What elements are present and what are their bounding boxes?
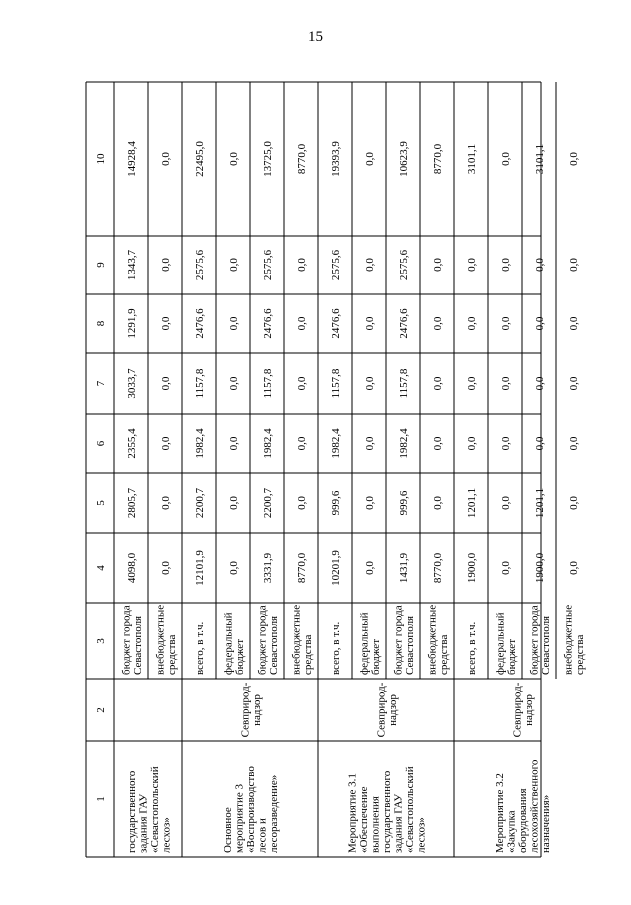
- table-cell-value: 2476,6: [330, 308, 342, 339]
- table-cell-value: 0,0: [500, 152, 512, 166]
- table-cell-value: 0,0: [228, 496, 240, 510]
- table-cell-value: 0,0: [364, 561, 376, 575]
- table-cell-value: 8770,0: [432, 552, 444, 584]
- table-cell-value: 1157,8: [194, 368, 206, 399]
- funding-source-line: бюджет: [369, 639, 382, 675]
- table-cell-value: 0,0: [500, 376, 512, 391]
- table-cell-value: 0,0: [296, 496, 308, 510]
- column-header-1-line: 1: [95, 796, 107, 802]
- column-header-7-line: 7: [95, 380, 107, 387]
- funding-source-line: всего, в т.ч.: [194, 621, 206, 675]
- table-cell-value: 0,0: [500, 496, 512, 510]
- table-cell-value: 3101,1: [534, 143, 546, 175]
- table-cell-value: 0,0: [432, 496, 444, 510]
- table-cell-value: 0,0: [296, 316, 308, 331]
- measure-name-line: «Обеспечение: [358, 786, 370, 853]
- table-cell-value: 2476,6: [194, 308, 206, 339]
- table-cell-value: 0,0: [296, 436, 308, 451]
- table-cell-value: 1201,1: [534, 487, 546, 519]
- funding-source-line: Севастополя: [131, 615, 144, 675]
- table-cell-value: 0,0: [466, 316, 478, 331]
- funding-source-line: федеральный: [222, 612, 235, 675]
- table-cell-value: 0,0: [568, 376, 580, 391]
- table-cell-value: 999,6: [330, 490, 342, 516]
- table-cell-value: 8770,0: [296, 552, 308, 584]
- table-cell-value: 1982,4: [262, 428, 274, 459]
- table-cell-value: 0,0: [500, 258, 512, 272]
- funding-source-line: бюджет города: [392, 605, 405, 675]
- measure-name-line: Основное: [222, 807, 234, 853]
- measure-name-line: лесоразведение»: [268, 774, 280, 853]
- table-cell-value: 1157,8: [398, 368, 410, 399]
- measure-name-line: государственного: [125, 770, 138, 853]
- column-header-1: [95, 796, 107, 802]
- funding-source-line: бюджет: [505, 639, 518, 675]
- executor-line: надзор: [522, 694, 535, 726]
- table-cell-value: 13725,0: [262, 141, 274, 177]
- table-cell-value: 14928,4: [126, 141, 138, 177]
- table-cell-value: 0,0: [432, 436, 444, 451]
- table-cell-value: 1291,9: [126, 308, 138, 339]
- table-cell-value: 0,0: [568, 316, 580, 331]
- table-cell-value: 0,0: [534, 258, 546, 272]
- table-cell-value: 0,0: [466, 376, 478, 391]
- funding-source: [562, 605, 586, 675]
- table-cell-value: 0,0: [160, 436, 172, 451]
- table-cell-value: 3101,1: [466, 143, 478, 175]
- funding-source-line: Севастополя: [403, 615, 416, 675]
- funding-source: [466, 622, 478, 675]
- table-cell-value: 1900,0: [466, 552, 478, 584]
- funding-source-line: внебюджетные: [426, 604, 439, 675]
- table-cell-value: 8770,0: [296, 143, 308, 175]
- table-cell-value: 2476,6: [398, 308, 410, 339]
- funding-source: [154, 605, 178, 675]
- funding-source: [120, 605, 144, 675]
- table-cell-value: 0,0: [228, 152, 240, 166]
- funding-source-line: федеральный: [358, 612, 371, 675]
- table-cell-value: 0,0: [228, 258, 240, 272]
- table-cell-value: 3033,7: [126, 368, 138, 399]
- table-cell-value: 2575,6: [262, 249, 274, 281]
- table-cell-value: 2355,4: [126, 428, 138, 459]
- budget-table: [86, 82, 586, 857]
- measure-name-line: Мероприятие 3.1: [346, 773, 359, 853]
- funding-source-line: внебюджетные: [562, 604, 575, 675]
- measure-name: [126, 766, 173, 853]
- measure-name-line: лесхоз»: [415, 817, 428, 853]
- funding-source: [392, 605, 416, 675]
- measure-name-line: «Воспроизводство: [245, 766, 257, 853]
- table-cell-value: 19393,9: [330, 141, 342, 177]
- measure-name-line: оборудования: [517, 788, 529, 853]
- funding-source: [194, 622, 206, 675]
- table-cell-value: 1157,8: [262, 368, 274, 399]
- column-header-7: [95, 380, 107, 386]
- table-cell-value: 2575,6: [330, 249, 342, 281]
- table-cell-value: 2200,7: [262, 487, 274, 519]
- table-cell-value: 0,0: [364, 152, 376, 166]
- table-cell-value: 0,0: [364, 376, 376, 391]
- measure-name-line: Мероприятие 3.2: [494, 773, 506, 853]
- table-cell-value: 22495,0: [194, 141, 206, 177]
- column-header-6: [95, 440, 107, 446]
- executor-line: надзор: [250, 694, 263, 726]
- funding-source-line: Севастополя: [539, 615, 552, 675]
- table-cell-value: 1900,0: [534, 552, 546, 584]
- table-cell-value: 0,0: [534, 316, 546, 331]
- measure-name: [222, 766, 280, 853]
- table-cell-value: 0,0: [432, 258, 444, 272]
- funding-source-line: всего, в т.ч.: [466, 621, 478, 675]
- executor: [375, 682, 399, 737]
- table-cell-value: 0,0: [500, 561, 512, 575]
- measure-name-line: выполнения: [369, 796, 382, 853]
- executor-line: Севприрод-: [375, 682, 388, 738]
- table-cell-value: 2476,6: [262, 308, 274, 339]
- measure-name-line: лесохозяйственного: [528, 759, 541, 853]
- table-cell-value: 0,0: [432, 316, 444, 331]
- measure-name-line: «Севастопольский: [404, 766, 416, 853]
- column-header-5: [95, 500, 107, 506]
- table-cell-value: 0,0: [534, 376, 546, 391]
- table-cell-value: 2200,7: [194, 487, 206, 519]
- measure-name: [347, 766, 428, 853]
- table-cell-value: 1201,1: [466, 487, 478, 519]
- table-cell-value: 1982,4: [398, 428, 410, 459]
- measure-name-line: «Севастопольский: [148, 766, 161, 853]
- table-cell-value: 0,0: [228, 436, 240, 451]
- column-header-4: [95, 565, 107, 571]
- measure-name-line: мероприятие 3: [233, 783, 246, 853]
- table-cell-value: 0,0: [160, 376, 172, 391]
- funding-source-line: бюджет города: [120, 605, 133, 675]
- table-cell-value: 1343,7: [126, 249, 138, 281]
- measure-name-line: государственного: [381, 770, 393, 853]
- table-cell-value: 2805,7: [126, 487, 138, 519]
- funding-source-line: средства: [573, 634, 586, 675]
- column-header-6-line: 6: [95, 440, 107, 447]
- funding-source-line: средства: [437, 634, 450, 675]
- funding-source: [330, 622, 342, 675]
- table-cell-value: 0,0: [296, 258, 308, 272]
- table-cell-value: 1982,4: [194, 428, 206, 459]
- column-header-3: [95, 638, 107, 644]
- executor-line: надзор: [386, 694, 399, 726]
- measure-name: [494, 759, 552, 853]
- table-cell-value: 0,0: [160, 258, 172, 272]
- measure-name-line: назначения»: [540, 794, 552, 853]
- column-header-8-line: 8: [95, 320, 107, 327]
- column-header-2-line: 2: [95, 707, 107, 713]
- table-cell-value: 0,0: [364, 436, 376, 451]
- table-cell-value: 0,0: [296, 376, 308, 391]
- table-cell-value: 2575,6: [194, 249, 206, 281]
- table-cell-value: 10623,9: [398, 141, 410, 177]
- page-number: 15: [308, 29, 323, 45]
- table-cell-value: 0,0: [466, 436, 478, 451]
- funding-source: [290, 605, 314, 675]
- table-cell-value: 0,0: [568, 496, 580, 510]
- measure-name-line: «Закупка: [505, 810, 518, 853]
- funding-source-line: средства: [301, 634, 314, 675]
- table-cell-value: 0,0: [432, 376, 444, 391]
- table-cell-value: 0,0: [228, 316, 240, 331]
- table-cell-value: 1431,9: [398, 552, 410, 584]
- column-header-9-line: 9: [95, 262, 107, 268]
- table-cell-value: 0,0: [568, 152, 580, 166]
- executor: [239, 682, 263, 737]
- funding-source-line: средства: [165, 634, 178, 675]
- table-cell-value: 0,0: [534, 436, 546, 451]
- table-cell-value: 0,0: [364, 258, 376, 272]
- measure-name-line: лесхоз»: [160, 817, 173, 853]
- table-cell-value: 0,0: [466, 258, 478, 272]
- table-cell-value: 4098,0: [126, 552, 138, 584]
- funding-source-line: внебюджетные: [290, 604, 303, 675]
- table-cell-value: 1982,4: [330, 428, 342, 459]
- column-header-9: [95, 262, 107, 268]
- table-cell-value: 0,0: [160, 496, 172, 510]
- column-header-5-line: 5: [95, 500, 107, 506]
- table-cell-value: 0,0: [568, 436, 580, 451]
- executor-line: Севприрод-: [239, 682, 252, 738]
- table-cell-value: 1157,8: [330, 368, 342, 399]
- funding-source-line: бюджет: [233, 639, 246, 675]
- funding-source-line: всего, в т.ч.: [330, 621, 342, 675]
- funding-source: [494, 612, 518, 675]
- funding-source: [358, 612, 382, 675]
- table-cell-value: 8770,0: [432, 143, 444, 175]
- table-cell-value: 0,0: [500, 436, 512, 451]
- table-cell-value: 0,0: [228, 376, 240, 391]
- measure-name-line: лесов и: [256, 818, 269, 853]
- table-cell-value: 0,0: [364, 316, 376, 331]
- budget-table-drawing: [86, 82, 586, 857]
- table-cell-value: 10201,9: [330, 550, 342, 586]
- table-cell-value: 0,0: [568, 561, 580, 575]
- table-cell-value: 0,0: [160, 561, 172, 575]
- table-cell-value: 999,6: [398, 490, 410, 516]
- measure-name-line: задания ГАУ: [392, 793, 405, 853]
- table-cell-value: 0,0: [160, 152, 172, 166]
- column-header-4-line: 4: [95, 565, 107, 571]
- column-header-8: [95, 320, 107, 326]
- column-header-10: [95, 153, 107, 165]
- executor-line: Севприрод-: [511, 682, 524, 738]
- funding-source-line: бюджет города: [256, 605, 269, 675]
- table-cell-value: 0,0: [228, 561, 240, 575]
- table-cell-value: 0,0: [160, 316, 172, 331]
- table-cell-value: 0,0: [568, 258, 580, 272]
- funding-source-line: Севастополя: [267, 615, 280, 675]
- funding-source-line: федеральный: [494, 612, 507, 675]
- table-cell-value: 3331,9: [262, 552, 274, 584]
- column-header-10-line: 10: [95, 153, 107, 165]
- table-cell-value: 12101,9: [194, 550, 206, 586]
- column-header-3-line: 3: [95, 638, 107, 644]
- funding-source: [256, 605, 280, 675]
- measure-name-line: задания ГАУ: [137, 793, 150, 853]
- funding-source: [426, 605, 450, 675]
- funding-source: [528, 605, 552, 675]
- executor: [511, 682, 535, 737]
- table-cell-value: 2575,6: [398, 249, 410, 281]
- table-cell-value: 0,0: [500, 316, 512, 331]
- table-cell-value: 0,0: [364, 496, 376, 510]
- funding-source: [222, 612, 246, 675]
- column-header-2: [95, 707, 107, 713]
- funding-source-line: бюджет города: [528, 605, 541, 675]
- funding-source-line: внебюджетные: [154, 604, 167, 675]
